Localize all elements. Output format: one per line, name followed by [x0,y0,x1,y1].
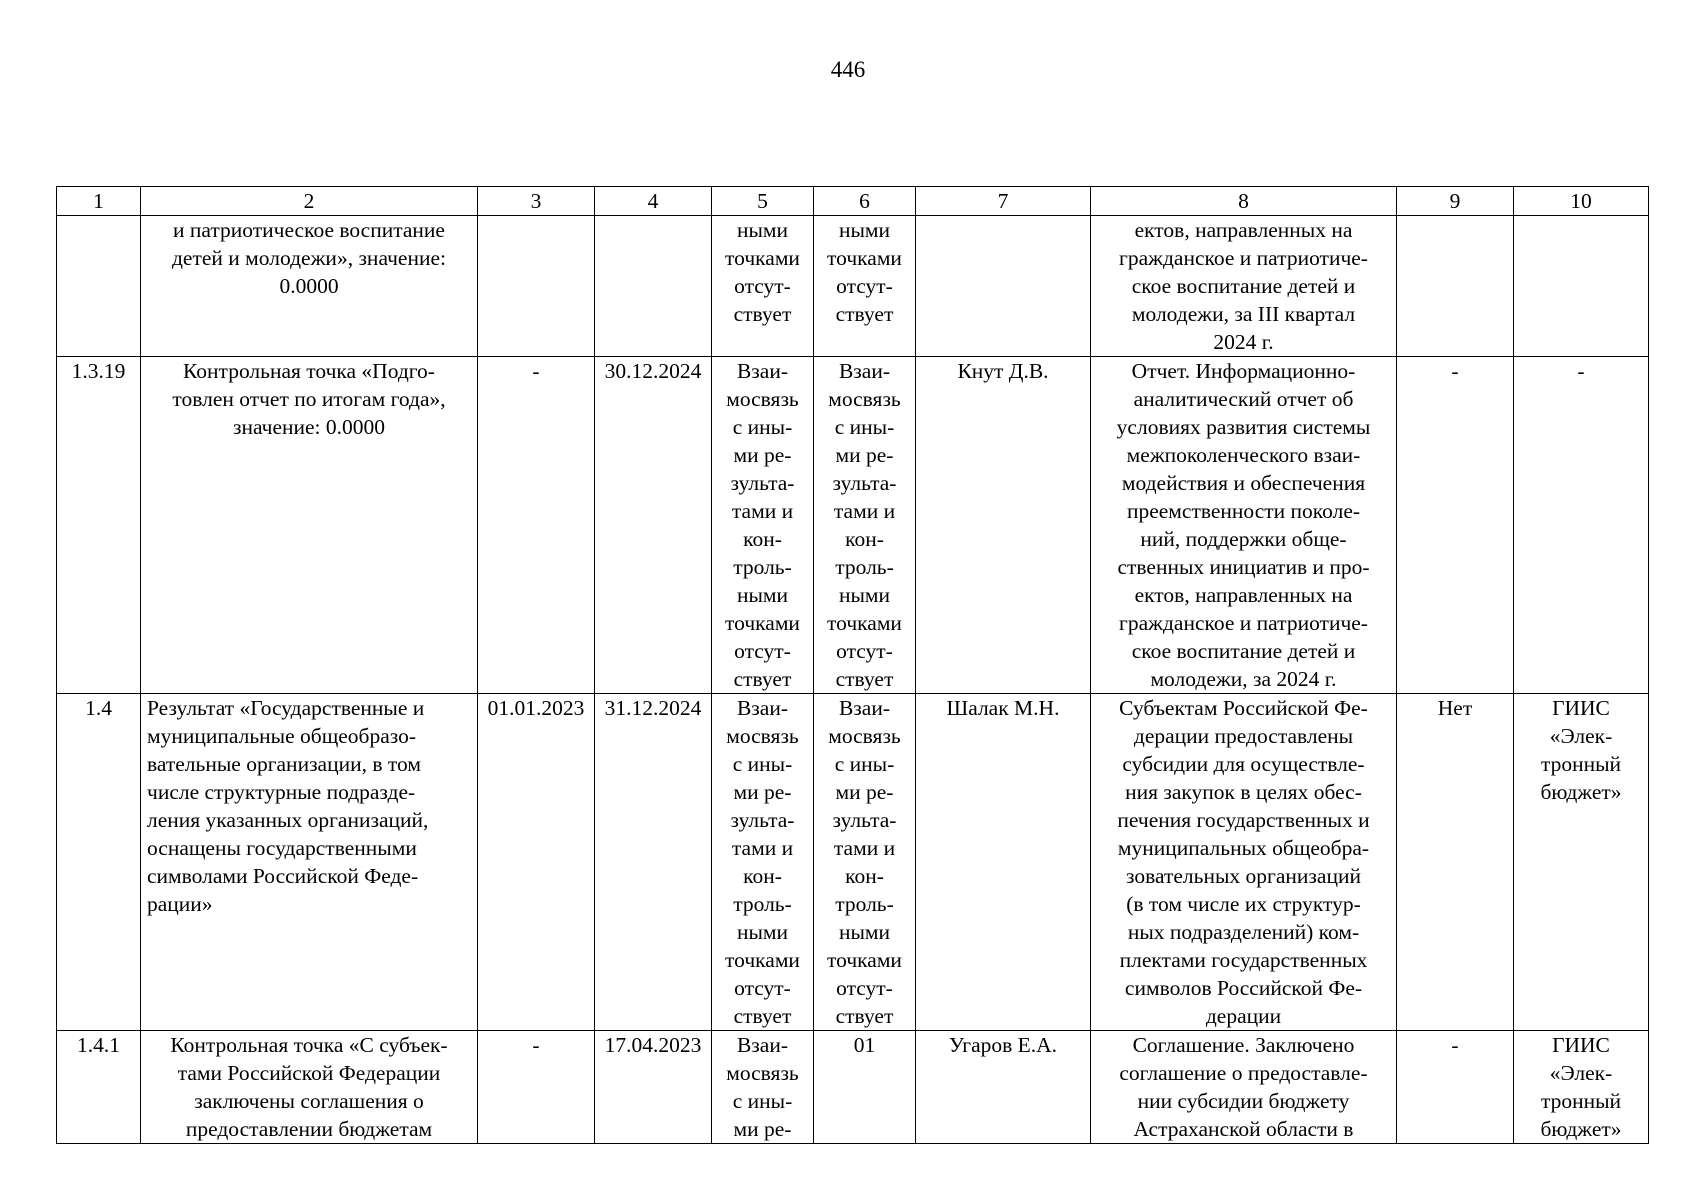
description-cell: Субъектам Российской Фе- дерации предоставлены субсидии для осуществле- ния закупок в целях обес- печения государственных и муниципальных общеобра- зовательных организаций (в том числе их структур- ных подразделений) ком- плектами государственных символов Российской Фе- дерации [1091,694,1397,1031]
table-row [57,216,1649,357]
successor-cell: Взаи- мосвязь с ины- ми ре- зульта- тами и кон- троль- ными точками отсут- ствует [814,694,916,1031]
responsible-cell: Кнут Д.В. [916,357,1091,694]
system-cell: ГИИС «Элек- тронный бюджет» [1514,694,1649,1031]
predecessor-cell: ными точками отсут- ствует [712,216,814,357]
header-cell: 9 [1397,187,1514,216]
description-cell: Соглашение. Заключено соглашение о предоставле- нии субсидии бюджету Астраханской области в [1091,1031,1397,1144]
header-cell: 10 [1514,187,1649,216]
predecessor-cell: Взаи- мосвязь с ины- ми ре- зульта- тами и кон- троль- ными точками отсут- ствует [712,357,814,694]
start-date-cell: - [478,357,595,694]
header-cell: 1 [57,187,141,216]
flag-cell [1397,216,1514,357]
name-cell: Контрольная точка «С субъек- тами Российской Федерации заключены соглашения о предоставлении бюджетам [141,1031,478,1144]
flag-cell: - [1397,357,1514,694]
system-cell: ГИИС «Элек- тронный бюджет» [1514,1031,1649,1144]
name-cell: и патриотическое воспитание детей и молодежи», значение: 0.0000 [141,216,478,357]
responsible-cell [916,216,1091,357]
start-date-cell: 01.01.2023 [478,694,595,1031]
page-number: 446 [830,57,866,82]
header-cell: 4 [595,187,712,216]
start-date-cell [478,216,595,357]
end-date-cell: 17.04.2023 [595,1031,712,1144]
header-cell: 8 [1091,187,1397,216]
end-date-cell: 31.12.2024 [595,694,712,1031]
table-header-row [57,187,1649,216]
table-row [57,1031,1649,1144]
flag-cell: - [1397,1031,1514,1144]
system-cell: - [1514,357,1649,694]
table-row [57,694,1649,1031]
name-cell: Контрольная точка «Подго- товлен отчет по итогам года», значение: 0.0000 [141,357,478,694]
flag-cell: Нет [1397,694,1514,1031]
header-cell: 7 [916,187,1091,216]
successor-cell: ными точками отсут- ствует [814,216,916,357]
end-date-cell [595,216,712,357]
name-cell: Результат «Государственные и муниципальные общеобразо- вательные организации, в том числе структурные подразде- ления указанных организаций, оснащены государственными символами Российской Феде- рации» [141,694,478,1031]
row-number-cell [57,216,141,357]
predecessor-cell: Взаи- мосвязь с ины- ми ре- [712,1031,814,1144]
description-cell: Отчет. Информационно- аналитический отчет об условиях развития системы межпоколенческого взаи- модействия и обеспечения преемственности поколе- ний, поддержки обще- ственных инициатив и про- ектов, направленных на гражданское и патриотиче- ское воспитание детей и молодежи, за 2024 г. [1091,357,1397,694]
successor-cell: 01 [814,1031,916,1144]
system-cell [1514,216,1649,357]
row-number-cell: 1.3.19 [57,357,141,694]
row-number-cell: 1.4.1 [57,1031,141,1144]
header-cell: 3 [478,187,595,216]
responsible-cell: Угаров Е.А. [916,1031,1091,1144]
data-table [56,186,1649,1144]
description-cell: ектов, направленных на гражданское и патриотиче- ское воспитание детей и молодежи, за III квартал 2024 г. [1091,216,1397,357]
header-cell: 5 [712,187,814,216]
row-number-cell: 1.4 [57,694,141,1031]
start-date-cell: - [478,1031,595,1144]
predecessor-cell: Взаи- мосвязь с ины- ми ре- зульта- тами и кон- троль- ными точками отсут- ствует [712,694,814,1031]
header-cell: 2 [141,187,478,216]
end-date-cell: 30.12.2024 [595,357,712,694]
table-row [57,357,1649,694]
responsible-cell: Шалак М.Н. [916,694,1091,1031]
header-cell: 6 [814,187,916,216]
successor-cell: Взаи- мосвязь с ины- ми ре- зульта- тами и кон- троль- ными точками отсут- ствует [814,357,916,694]
